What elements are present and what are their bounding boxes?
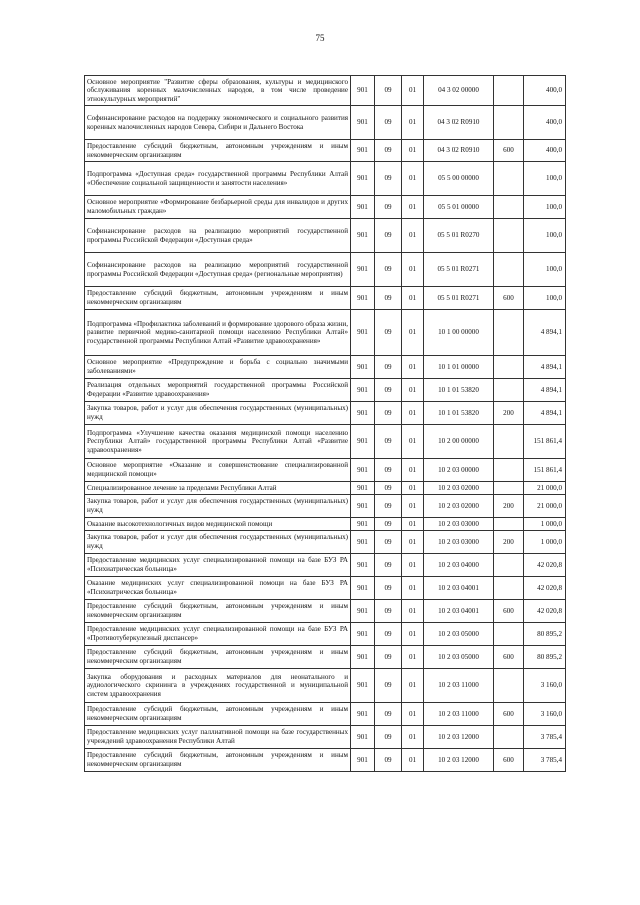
cell-amount: 42 020,8 bbox=[524, 600, 566, 623]
cell-grbs: 901 bbox=[351, 495, 375, 518]
table-row bbox=[85, 518, 566, 531]
cell-subsection: 01 bbox=[402, 76, 424, 106]
cell-expense-type bbox=[494, 310, 524, 356]
cell-subsection: 01 bbox=[402, 196, 424, 219]
table-row bbox=[85, 554, 566, 577]
cell-section: 09 bbox=[375, 495, 402, 518]
cell-target-article: 10 2 00 00000 bbox=[424, 425, 494, 459]
cell-section: 09 bbox=[375, 518, 402, 531]
table-row bbox=[85, 482, 566, 495]
cell-target-article: 04 3 02 00000 bbox=[424, 76, 494, 106]
cell-expense-type bbox=[494, 219, 524, 253]
cell-name: Закупка оборудования и расходных материалов для неонатального и аудиологического скрининга в учреждениях государственной и муниципальной систем здравоохранения bbox=[85, 669, 351, 703]
cell-subsection: 01 bbox=[402, 140, 424, 162]
table-row bbox=[85, 425, 566, 459]
cell-grbs: 901 bbox=[351, 726, 375, 749]
cell-expense-type: 200 bbox=[494, 402, 524, 425]
cell-grbs: 901 bbox=[351, 140, 375, 162]
table-row bbox=[85, 531, 566, 554]
cell-expense-type bbox=[494, 577, 524, 600]
cell-target-article: 10 2 03 00000 bbox=[424, 459, 494, 482]
cell-expense-type bbox=[494, 253, 524, 287]
cell-target-article: 10 2 03 04001 bbox=[424, 600, 494, 623]
cell-grbs: 901 bbox=[351, 646, 375, 669]
table-row bbox=[85, 459, 566, 482]
cell-name: Предоставление субсидий бюджетным, автономным учреждениям и иным некоммерческим организациям bbox=[85, 646, 351, 669]
cell-expense-type: 600 bbox=[494, 703, 524, 726]
cell-target-article: 05 5 00 00000 bbox=[424, 162, 494, 196]
table-row bbox=[85, 379, 566, 402]
cell-subsection: 01 bbox=[402, 379, 424, 402]
cell-grbs: 901 bbox=[351, 402, 375, 425]
cell-grbs: 901 bbox=[351, 219, 375, 253]
cell-target-article: 04 3 02 R0910 bbox=[424, 140, 494, 162]
cell-section: 09 bbox=[375, 356, 402, 379]
cell-section: 09 bbox=[375, 623, 402, 646]
cell-expense-type: 600 bbox=[494, 600, 524, 623]
cell-subsection: 01 bbox=[402, 600, 424, 623]
cell-name: Предоставление субсидий бюджетным, автономным учреждениям и иным некоммерческим организациям bbox=[85, 287, 351, 310]
cell-subsection: 01 bbox=[402, 219, 424, 253]
cell-section: 09 bbox=[375, 703, 402, 726]
cell-amount: 42 020,8 bbox=[524, 577, 566, 600]
cell-subsection: 01 bbox=[402, 518, 424, 531]
table-row bbox=[85, 623, 566, 646]
cell-amount: 400,0 bbox=[524, 140, 566, 162]
cell-section: 09 bbox=[375, 600, 402, 623]
cell-name: Реализация отдельных мероприятий государственной программы Российской Федерации «Развитие здравоохранения» bbox=[85, 379, 351, 402]
cell-name: Софинансирование расходов на реализацию мероприятий государственной программы Российской Федерации «Доступная среда» (региональные мероприятия) bbox=[85, 253, 351, 287]
cell-expense-type: 600 bbox=[494, 140, 524, 162]
cell-grbs: 901 bbox=[351, 531, 375, 554]
table-row bbox=[85, 106, 566, 140]
cell-amount: 3 160,0 bbox=[524, 669, 566, 703]
cell-section: 09 bbox=[375, 253, 402, 287]
cell-subsection: 01 bbox=[402, 425, 424, 459]
cell-section: 09 bbox=[375, 219, 402, 253]
cell-section: 09 bbox=[375, 106, 402, 140]
cell-amount: 3 160,0 bbox=[524, 703, 566, 726]
cell-grbs: 901 bbox=[351, 76, 375, 106]
cell-grbs: 901 bbox=[351, 703, 375, 726]
cell-expense-type bbox=[494, 459, 524, 482]
cell-name: Предоставление медицинских услуг специализированной помощи на базе БУЗ РА «Психиатрическая больница» bbox=[85, 554, 351, 577]
cell-section: 09 bbox=[375, 749, 402, 772]
table-row bbox=[85, 703, 566, 726]
cell-target-article: 05 5 01 R0271 bbox=[424, 287, 494, 310]
cell-section: 09 bbox=[375, 726, 402, 749]
cell-name: Подпрограмма «Профилактика заболеваний и формирование здорового образа жизни, развитие первичной медико-санитарной помощи населению Республики Алтай» государственной программы Республики Алтай «Развитие здравоохранения» bbox=[85, 310, 351, 356]
table-row bbox=[85, 76, 566, 106]
cell-subsection: 01 bbox=[402, 623, 424, 646]
cell-amount: 4 894,1 bbox=[524, 402, 566, 425]
cell-amount: 21 000,0 bbox=[524, 495, 566, 518]
cell-subsection: 01 bbox=[402, 531, 424, 554]
cell-grbs: 901 bbox=[351, 518, 375, 531]
cell-target-article: 10 2 03 04001 bbox=[424, 577, 494, 600]
cell-name: Основное мероприятие "Развитие сферы образования, культуры и медицинского обслуживания коренных малочисленных народов, в том числе проведение этнокультурных мероприятий" bbox=[85, 76, 351, 106]
table-row bbox=[85, 495, 566, 518]
cell-target-article: 10 2 03 03000 bbox=[424, 518, 494, 531]
cell-subsection: 01 bbox=[402, 554, 424, 577]
cell-target-article: 10 1 01 53820 bbox=[424, 379, 494, 402]
cell-subsection: 01 bbox=[402, 577, 424, 600]
cell-target-article: 10 2 03 05000 bbox=[424, 646, 494, 669]
cell-expense-type bbox=[494, 623, 524, 646]
table-row bbox=[85, 310, 566, 356]
cell-subsection: 01 bbox=[402, 162, 424, 196]
cell-name: Предоставление субсидий бюджетным, автономным учреждениям и иным некоммерческим организациям bbox=[85, 140, 351, 162]
cell-subsection: 01 bbox=[402, 646, 424, 669]
cell-grbs: 901 bbox=[351, 482, 375, 495]
cell-target-article: 10 2 03 04000 bbox=[424, 554, 494, 577]
cell-subsection: 01 bbox=[402, 310, 424, 356]
cell-section: 09 bbox=[375, 646, 402, 669]
cell-grbs: 901 bbox=[351, 287, 375, 310]
cell-amount: 100,0 bbox=[524, 253, 566, 287]
cell-expense-type: 600 bbox=[494, 646, 524, 669]
cell-amount: 3 785,4 bbox=[524, 726, 566, 749]
cell-expense-type bbox=[494, 425, 524, 459]
cell-expense-type: 200 bbox=[494, 495, 524, 518]
cell-grbs: 901 bbox=[351, 310, 375, 356]
cell-amount: 151 861,4 bbox=[524, 425, 566, 459]
cell-expense-type bbox=[494, 106, 524, 140]
cell-expense-type bbox=[494, 162, 524, 196]
cell-amount: 400,0 bbox=[524, 106, 566, 140]
cell-expense-type bbox=[494, 76, 524, 106]
cell-section: 09 bbox=[375, 140, 402, 162]
cell-section: 09 bbox=[375, 425, 402, 459]
table-row bbox=[85, 402, 566, 425]
cell-section: 09 bbox=[375, 459, 402, 482]
cell-amount: 4 894,1 bbox=[524, 310, 566, 356]
cell-name: Софинансирование расходов на поддержку экономического и социального развития коренных малочисленных народов Севера, Сибири и Дальнего Востока bbox=[85, 106, 351, 140]
cell-section: 09 bbox=[375, 482, 402, 495]
cell-subsection: 01 bbox=[402, 482, 424, 495]
budget-table bbox=[84, 75, 566, 772]
cell-amount: 400,0 bbox=[524, 76, 566, 106]
cell-name: Предоставление медицинских услуг паллиативной помощи на базе государственных учреждений здравоохранения Республики Алтай bbox=[85, 726, 351, 749]
cell-amount: 21 000,0 bbox=[524, 482, 566, 495]
table-row bbox=[85, 646, 566, 669]
cell-expense-type bbox=[494, 669, 524, 703]
cell-subsection: 01 bbox=[402, 106, 424, 140]
cell-grbs: 901 bbox=[351, 356, 375, 379]
cell-subsection: 01 bbox=[402, 726, 424, 749]
cell-subsection: 01 bbox=[402, 356, 424, 379]
cell-name: Специализированное лечение за пределами Республики Алтай bbox=[85, 482, 351, 495]
cell-target-article: 10 2 03 11000 bbox=[424, 703, 494, 726]
cell-amount: 4 894,1 bbox=[524, 379, 566, 402]
cell-target-article: 04 3 02 R0910 bbox=[424, 106, 494, 140]
table-row bbox=[85, 253, 566, 287]
cell-amount: 80 895,2 bbox=[524, 646, 566, 669]
cell-name: Закупка товаров, работ и услуг для обеспечения государственных (муниципальных) нужд bbox=[85, 531, 351, 554]
cell-amount: 3 785,4 bbox=[524, 749, 566, 772]
cell-amount: 42 020,8 bbox=[524, 554, 566, 577]
cell-grbs: 901 bbox=[351, 577, 375, 600]
cell-section: 09 bbox=[375, 196, 402, 219]
table-row bbox=[85, 600, 566, 623]
cell-grbs: 901 bbox=[351, 600, 375, 623]
cell-subsection: 01 bbox=[402, 287, 424, 310]
cell-target-article: 10 1 01 53820 bbox=[424, 402, 494, 425]
cell-section: 09 bbox=[375, 162, 402, 196]
cell-name: Предоставление субсидий бюджетным, автономным учреждениям и иным некоммерческим организациям bbox=[85, 600, 351, 623]
cell-grbs: 901 bbox=[351, 379, 375, 402]
table-row bbox=[85, 577, 566, 600]
cell-expense-type bbox=[494, 518, 524, 531]
cell-amount: 151 861,4 bbox=[524, 459, 566, 482]
cell-grbs: 901 bbox=[351, 749, 375, 772]
cell-grbs: 901 bbox=[351, 623, 375, 646]
cell-expense-type: 600 bbox=[494, 749, 524, 772]
cell-section: 09 bbox=[375, 402, 402, 425]
cell-target-article: 10 2 03 03000 bbox=[424, 531, 494, 554]
cell-name: Основное мероприятие «Формирование безбарьерной среды для инвалидов и других маломобильных граждан» bbox=[85, 196, 351, 219]
cell-expense-type bbox=[494, 726, 524, 749]
cell-name: Софинансирование расходов на реализацию мероприятий государственной программы Российской Федерации «Доступная среда» bbox=[85, 219, 351, 253]
table-row bbox=[85, 287, 566, 310]
table-row bbox=[85, 196, 566, 219]
cell-grbs: 901 bbox=[351, 253, 375, 287]
cell-section: 09 bbox=[375, 554, 402, 577]
cell-name: Предоставление субсидий бюджетным, автономным учреждениям и иным некоммерческим организациям bbox=[85, 749, 351, 772]
cell-target-article: 10 2 03 12000 bbox=[424, 726, 494, 749]
cell-amount: 80 895,2 bbox=[524, 623, 566, 646]
table-row bbox=[85, 219, 566, 253]
table-row bbox=[85, 356, 566, 379]
cell-section: 09 bbox=[375, 669, 402, 703]
cell-amount: 100,0 bbox=[524, 287, 566, 310]
cell-target-article: 10 2 03 05000 bbox=[424, 623, 494, 646]
cell-grbs: 901 bbox=[351, 162, 375, 196]
cell-name: Предоставление медицинских услуг специализированной помощи на базе БУЗ РА «Противотуберкулезный диспансер» bbox=[85, 623, 351, 646]
cell-name: Оказание медицинских услуг специализированной помощи на базе БУЗ РА «Психиатрическая больница» bbox=[85, 577, 351, 600]
cell-amount: 100,0 bbox=[524, 219, 566, 253]
cell-section: 09 bbox=[375, 287, 402, 310]
page-number: 75 bbox=[315, 33, 325, 43]
cell-amount: 100,0 bbox=[524, 162, 566, 196]
cell-target-article: 10 1 00 00000 bbox=[424, 310, 494, 356]
cell-name: Основное мероприятие «Предупреждение и борьба с социально значимыми заболеваниями» bbox=[85, 356, 351, 379]
cell-grbs: 901 bbox=[351, 106, 375, 140]
table-row bbox=[85, 140, 566, 162]
cell-subsection: 01 bbox=[402, 669, 424, 703]
cell-name: Закупка товаров, работ и услуг для обеспечения государственных (муниципальных) нужд bbox=[85, 495, 351, 518]
cell-target-article: 10 2 03 12000 bbox=[424, 749, 494, 772]
cell-subsection: 01 bbox=[402, 495, 424, 518]
cell-expense-type bbox=[494, 379, 524, 402]
cell-target-article: 10 2 03 02000 bbox=[424, 495, 494, 518]
table-row bbox=[85, 749, 566, 772]
cell-target-article: 10 2 03 11000 bbox=[424, 669, 494, 703]
cell-grbs: 901 bbox=[351, 196, 375, 219]
cell-amount: 1 000,0 bbox=[524, 518, 566, 531]
cell-name: Подпрограмма «Доступная среда» государственной программы Республики Алтай «Обеспечение социальной защищенности и занятости населения» bbox=[85, 162, 351, 196]
cell-amount: 4 894,1 bbox=[524, 356, 566, 379]
cell-subsection: 01 bbox=[402, 703, 424, 726]
cell-section: 09 bbox=[375, 76, 402, 106]
cell-expense-type: 600 bbox=[494, 287, 524, 310]
cell-section: 09 bbox=[375, 379, 402, 402]
cell-subsection: 01 bbox=[402, 253, 424, 287]
cell-section: 09 bbox=[375, 310, 402, 356]
cell-expense-type: 200 bbox=[494, 531, 524, 554]
cell-expense-type bbox=[494, 196, 524, 219]
cell-grbs: 901 bbox=[351, 459, 375, 482]
cell-subsection: 01 bbox=[402, 402, 424, 425]
cell-name: Основное мероприятие «Оказание и совершенствование специализированной медицинской помощи» bbox=[85, 459, 351, 482]
cell-grbs: 901 bbox=[351, 425, 375, 459]
cell-target-article: 10 2 03 02000 bbox=[424, 482, 494, 495]
cell-expense-type bbox=[494, 482, 524, 495]
cell-grbs: 901 bbox=[351, 554, 375, 577]
cell-target-article: 05 5 01 R0271 bbox=[424, 253, 494, 287]
table-row bbox=[85, 726, 566, 749]
table-row bbox=[85, 669, 566, 703]
cell-expense-type bbox=[494, 554, 524, 577]
cell-section: 09 bbox=[375, 531, 402, 554]
cell-section: 09 bbox=[375, 577, 402, 600]
cell-subsection: 01 bbox=[402, 459, 424, 482]
cell-amount: 1 000,0 bbox=[524, 531, 566, 554]
cell-target-article: 10 1 01 00000 bbox=[424, 356, 494, 379]
cell-grbs: 901 bbox=[351, 669, 375, 703]
cell-name: Закупка товаров, работ и услуг для обеспечения государственных (муниципальных) нужд bbox=[85, 402, 351, 425]
cell-target-article: 05 5 01 R0270 bbox=[424, 219, 494, 253]
cell-name: Оказание высокотехнологичных видов медицинской помощи bbox=[85, 518, 351, 531]
cell-name: Предоставление субсидий бюджетным, автономным учреждениям и иным некоммерческим организациям bbox=[85, 703, 351, 726]
cell-subsection: 01 bbox=[402, 749, 424, 772]
table-body bbox=[85, 76, 566, 772]
cell-target-article: 05 5 01 00000 bbox=[424, 196, 494, 219]
cell-expense-type bbox=[494, 356, 524, 379]
table-row bbox=[85, 162, 566, 196]
cell-amount: 100,0 bbox=[524, 196, 566, 219]
cell-name: Подпрограмма «Улучшение качества оказания медицинской помощи населению Республики Алтай» государственной программы Республики Алтай «Развитие здравоохранения» bbox=[85, 425, 351, 459]
